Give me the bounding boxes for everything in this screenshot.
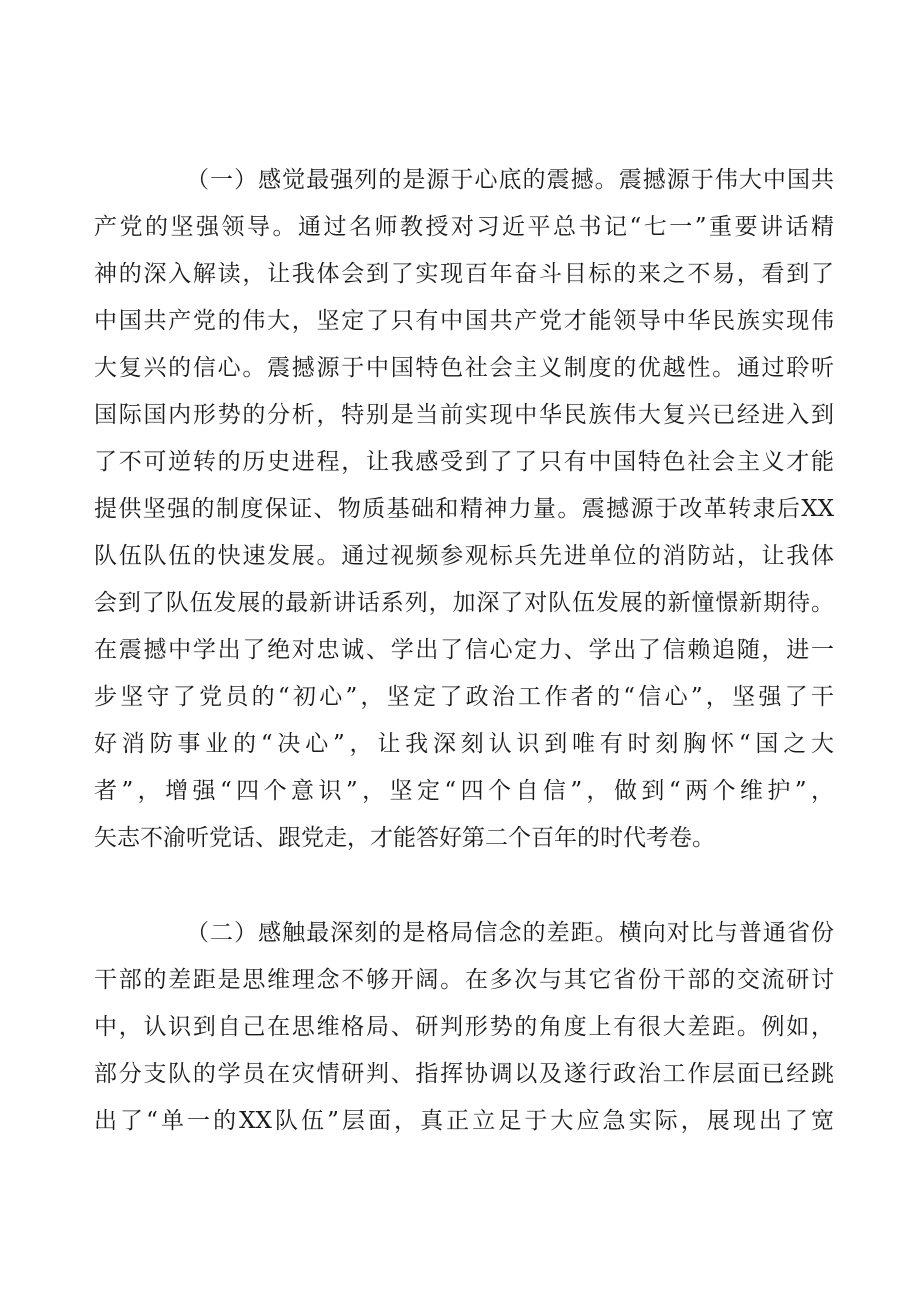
paragraph-line: 者”，增强“四个意识”，坚定“四个自信”，做到“两个维护”， (94, 778, 834, 804)
paragraph-line: 中，认识到自己在思维格局、研判形势的角度上有很大差距。例如， (94, 1014, 834, 1040)
paragraph-line: 队伍队伍的快速发展。通过视频参观标兵先进单位的消防站，让我体 (94, 543, 834, 569)
paragraph-line: 提供坚强的制度保证、物质基础和精神力量。震撼源于改革转隶后XX (94, 496, 834, 522)
paragraph-line: （一）感觉最强列的是源于心底的震撼。震撼源于伟大中国共 (186, 167, 834, 193)
paragraph-line: 出了“单一的XX队伍”层面，真正立足于大应急实际，展现出了宽 (94, 1108, 834, 1134)
paragraph-line: 产党的坚强领导。通过名师教授对习近平总书记“七一”重要讲话精 (94, 214, 834, 240)
paragraph-line: 在震撼中学出了绝对忠诚、学出了信心定力、学出了信赖追随，进一 (94, 637, 834, 663)
paragraph-line: 了不可逆转的历史进程，让我感受到了了只有中国特色社会主义才能 (94, 449, 834, 475)
paragraph-line: 干部的差距是思维理念不够开阔。在多次与其它省份干部的交流研讨 (94, 967, 834, 993)
paragraph-line: 矢志不渝听党话、跟党走，才能答好第二个百年的时代考卷。 (94, 825, 715, 851)
paragraph-line: 大复兴的信心。震撼源于中国特色社会主义制度的优越性。通过聆听 (94, 355, 834, 381)
paragraph-line: 好消防事业的“决心”，让我深刻认识到唯有时刻胸怀“国之大 (94, 731, 834, 757)
paragraph-line: 会到了队伍发展的最新讲话系列，加深了对队伍发展的新憧憬新期待。 (94, 590, 834, 616)
paragraph-line: 中国共产党的伟大，坚定了只有中国共产党才能领导中华民族实现伟 (94, 308, 834, 334)
paragraph-line: 国际国内形势的分析，特别是当前实现中华民族伟大复兴已经进入到 (94, 402, 834, 428)
paragraph-line: 步坚守了党员的“初心”，坚定了政治工作者的“信心”，坚强了干 (94, 684, 834, 710)
paragraph-line: 神的深入解读，让我体会到了实现百年奋斗目标的来之不易，看到了 (94, 261, 834, 287)
paragraph-line: 部分支队的学员在灾情研判、指挥协调以及遂行政治工作层面已经跳 (94, 1061, 834, 1087)
paragraph-line: （二）感触最深刻的是格局信念的差距。横向对比与普通省份 (186, 920, 834, 946)
